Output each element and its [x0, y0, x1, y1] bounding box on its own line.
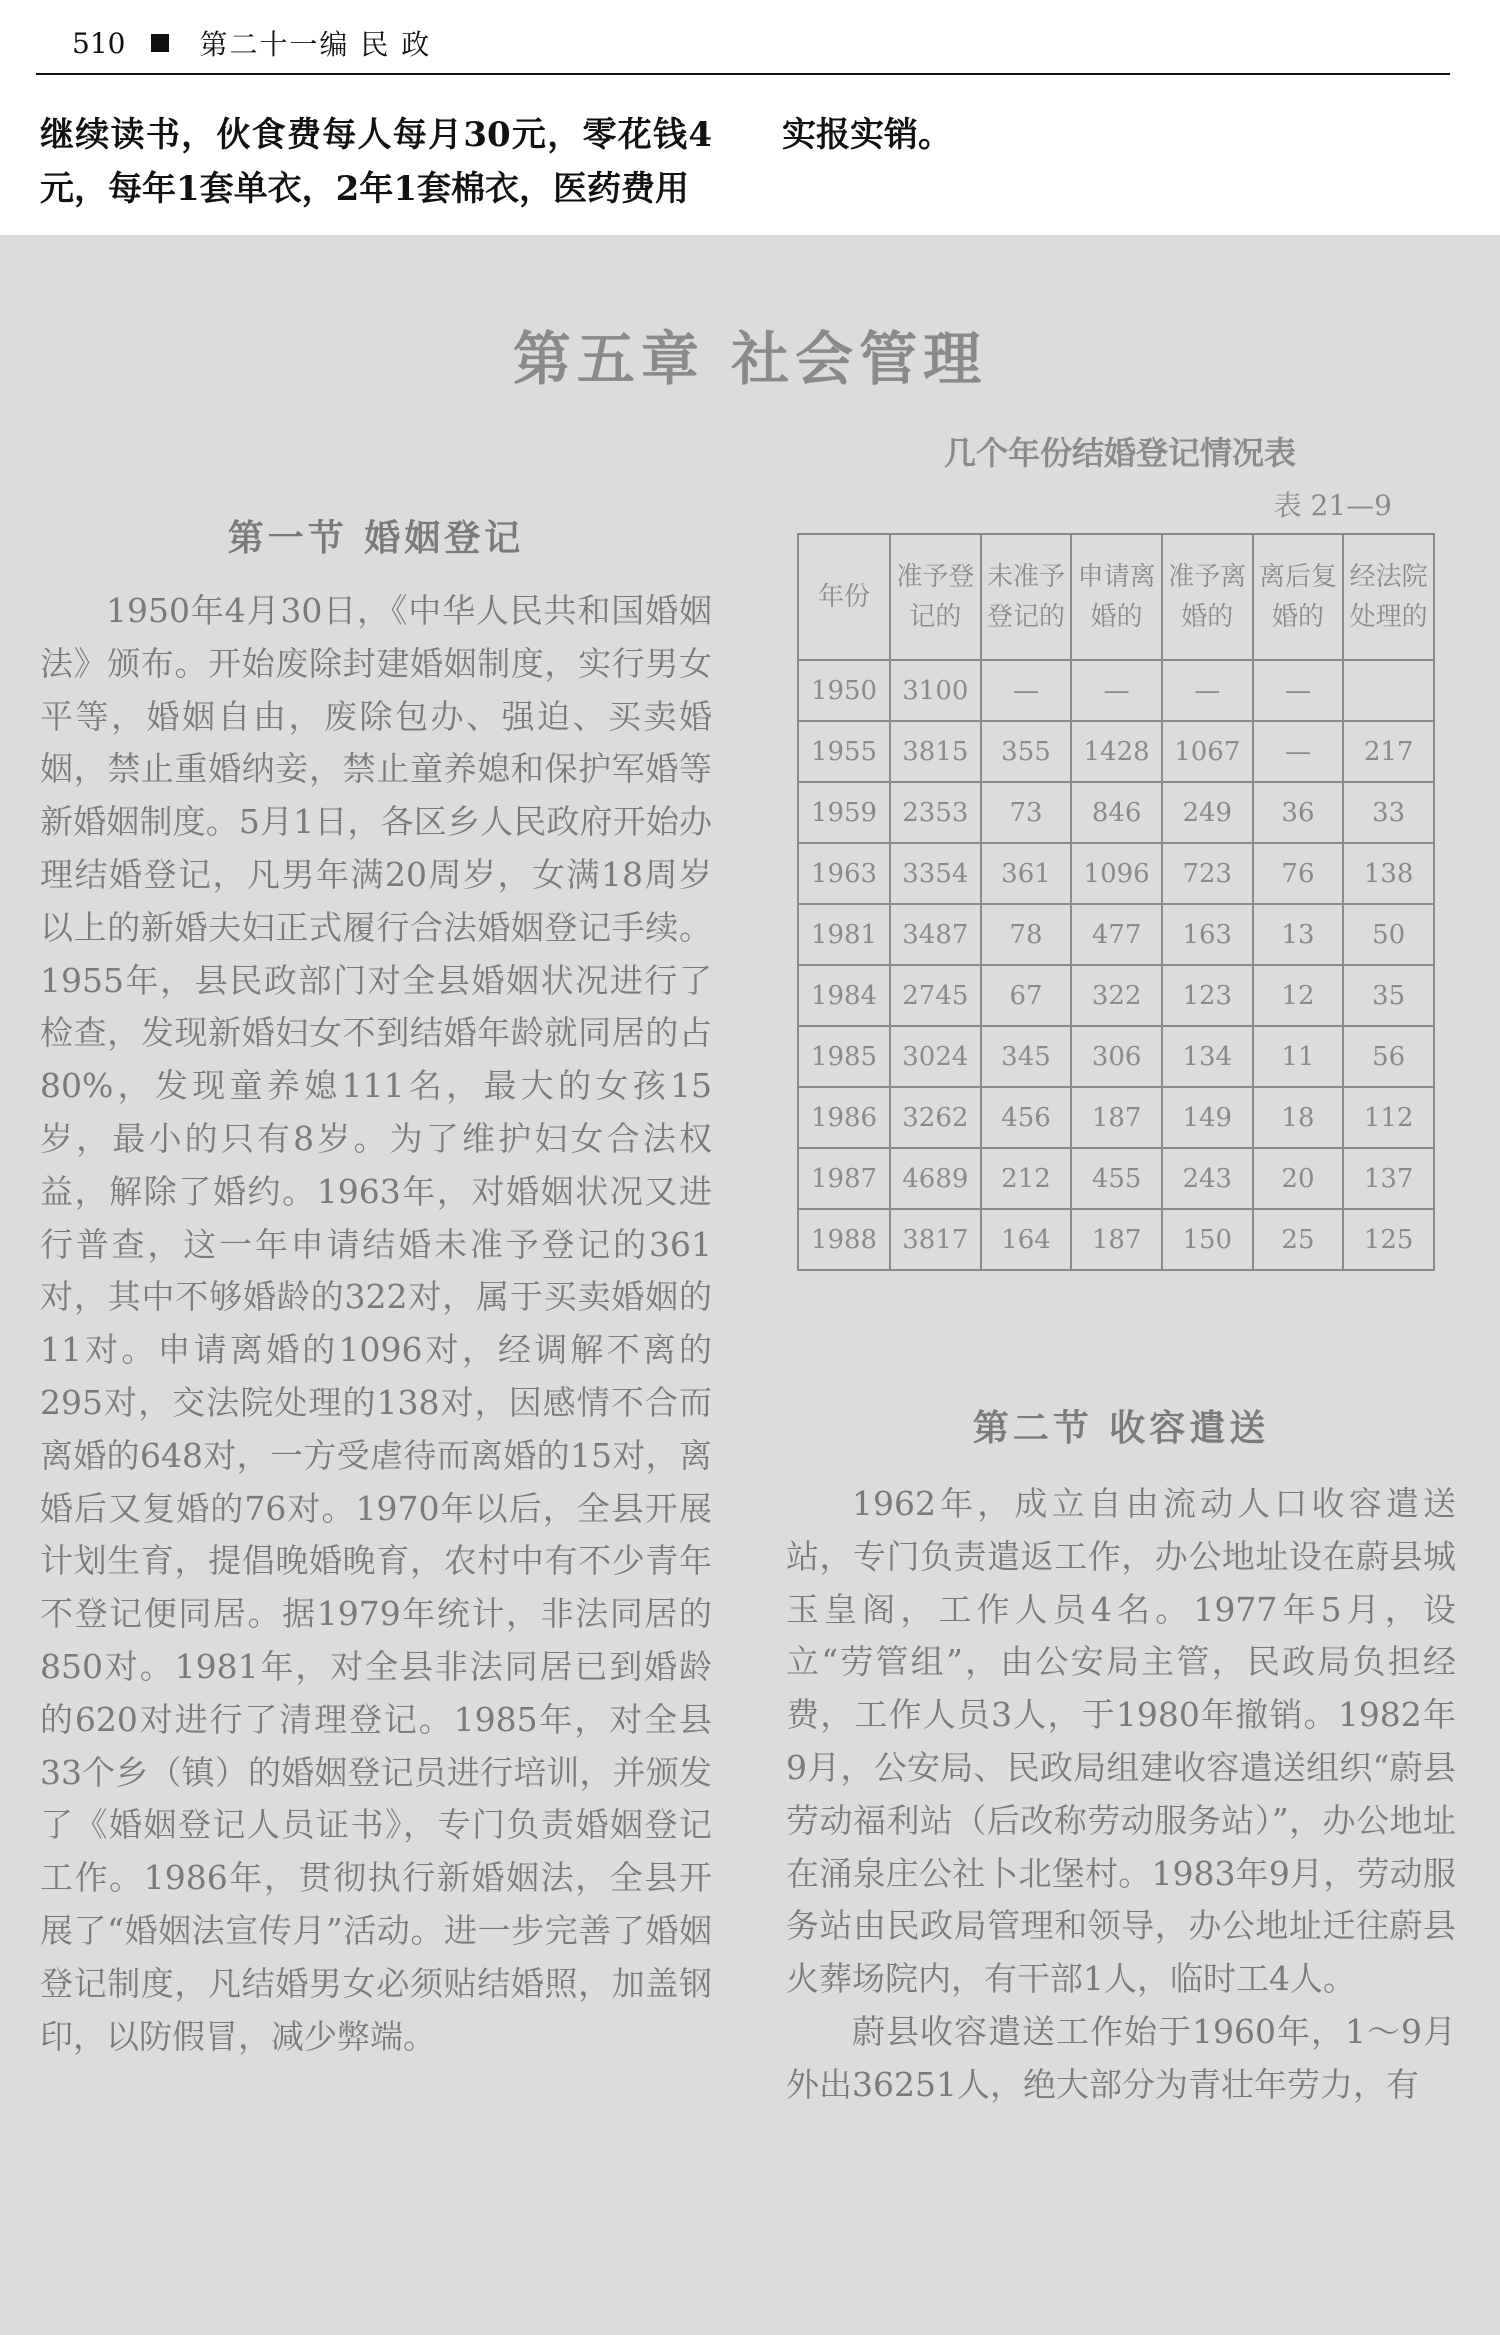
table-cell: — — [1071, 660, 1162, 721]
continuation-left: 继续读书，伙食费每人每月30元，零花钱4元，每年1套单衣，2年1套棉衣，医药费用 — [40, 115, 712, 209]
table-cell: 20 — [1253, 1148, 1344, 1209]
table-cell: 187 — [1071, 1209, 1162, 1270]
table-header-cell: 准予登记的 — [890, 534, 981, 660]
table-cell: 212 — [981, 1148, 1072, 1209]
table-header-cell: 经法院处理的 — [1343, 534, 1434, 660]
table-cell: 137 — [1343, 1148, 1434, 1209]
table-row — [798, 660, 1434, 721]
table-cell: 1959 — [798, 782, 890, 843]
table-cell: 78 — [981, 904, 1072, 965]
table-cell: 50 — [1343, 904, 1434, 965]
table-cell: 3817 — [890, 1209, 981, 1270]
table-cell: 1955 — [798, 721, 890, 782]
section1-title: 第一节 婚姻登记 — [227, 517, 525, 559]
table-row — [798, 721, 1434, 782]
table-cell: 13 — [1253, 904, 1344, 965]
square-bullet-icon — [151, 34, 169, 52]
table-cell: — — [1253, 660, 1344, 721]
header-rule — [36, 73, 1450, 75]
table-cell: 150 — [1162, 1209, 1253, 1270]
table-row — [798, 1087, 1434, 1148]
table-cell: — — [1162, 660, 1253, 721]
table-cell: 3024 — [890, 1026, 981, 1087]
table-number: 表 21—9 — [1273, 489, 1392, 522]
table-cell: 1984 — [798, 965, 890, 1026]
table-cell: 125 — [1343, 1209, 1434, 1270]
table-header-cell: 申请离婚的 — [1071, 534, 1162, 660]
running-head — [72, 20, 431, 66]
table-cell: 123 — [1162, 965, 1253, 1026]
table-header-cell: 离后复婚的 — [1253, 534, 1344, 660]
table-header-cell: 年份 — [798, 534, 890, 660]
table-cell: 1986 — [798, 1087, 890, 1148]
chapter-title: 第五章 社会管理 — [512, 325, 988, 393]
table-row — [798, 1148, 1434, 1209]
continuation-right: 实报实销。 — [782, 115, 952, 155]
table-cell: 3487 — [890, 904, 981, 965]
table-cell: 477 — [1071, 904, 1162, 965]
table-cell: 249 — [1162, 782, 1253, 843]
table-cell: 1950 — [798, 660, 890, 721]
table-cell: 455 — [1071, 1148, 1162, 1209]
table-cell: 1428 — [1071, 721, 1162, 782]
table-cell: 322 — [1071, 965, 1162, 1026]
table-cell: 217 — [1343, 721, 1434, 782]
table-cell: 355 — [981, 721, 1072, 782]
table-cell: 4689 — [890, 1148, 981, 1209]
table-cell: 3262 — [890, 1087, 981, 1148]
table-cell: 846 — [1071, 782, 1162, 843]
table-cell: 1963 — [798, 843, 890, 904]
section2-title: 第二节 收容遣送 — [972, 1407, 1270, 1449]
table-cell: 2745 — [890, 965, 981, 1026]
page-number: 510 — [72, 26, 126, 60]
table-row — [798, 843, 1434, 904]
table-row — [798, 1209, 1434, 1270]
table-cell: 3100 — [890, 660, 981, 721]
table-cell: 187 — [1071, 1087, 1162, 1148]
table-cell: 36 — [1253, 782, 1344, 843]
table-cell: 134 — [1162, 1026, 1253, 1087]
table-header-cell: 未准予登记的 — [981, 534, 1072, 660]
marriage-registration-table — [797, 533, 1435, 1271]
table-title: 几个年份结婚登记情况表 — [943, 434, 1296, 472]
table-row — [798, 965, 1434, 1026]
table-cell: 33 — [1343, 782, 1434, 843]
table-cell: 163 — [1162, 904, 1253, 965]
section1-body — [40, 585, 712, 2063]
table-cell: 164 — [981, 1209, 1072, 1270]
table-cell: 1981 — [798, 904, 890, 965]
table-cell: 149 — [1162, 1087, 1253, 1148]
table-cell: 2353 — [890, 782, 981, 843]
table-cell: 12 — [1253, 965, 1344, 1026]
table-header-row — [798, 534, 1434, 660]
table-cell: 723 — [1162, 843, 1253, 904]
table-cell: 1988 — [798, 1209, 890, 1270]
table-cell: 306 — [1071, 1026, 1162, 1087]
section2-body — [786, 1478, 1456, 2112]
table-cell: 11 — [1253, 1026, 1344, 1087]
section-label: 第二十一编 民 政 — [199, 28, 432, 61]
table-cell: 361 — [981, 843, 1072, 904]
table-cell: 76 — [1253, 843, 1344, 904]
table-row — [798, 1026, 1434, 1087]
table-cell: 67 — [981, 965, 1072, 1026]
table-cell — [1343, 660, 1434, 721]
section2-paragraph: 蔚县收容遣送工作始于1960年，1～9月外出36251人，绝大部分为青壮年劳力，有 — [786, 2011, 1456, 2104]
table-cell: — — [981, 660, 1072, 721]
table-row — [798, 904, 1434, 965]
table-cell: 3354 — [890, 843, 981, 904]
table-cell: — — [1253, 721, 1344, 782]
table-row — [798, 782, 1434, 843]
table-header-cell: 准予离婚的 — [1162, 534, 1253, 660]
table-cell: 345 — [981, 1026, 1072, 1087]
table-cell: 243 — [1162, 1148, 1253, 1209]
section1-paragraph: 1950年4月30日，《中华人民共和国婚姻法》颁布。开始废除封建婚姻制度，实行男女平等，婚姻自由，废除包办、强迫、买卖婚姻，禁止重婚纳妾，禁止童养媳和保护军婚等新婚姻制度。5月1日，各区乡人民政府开始办理结婚登记，凡男年满20周岁，女满18周岁以上的新婚夫妇正式履行合法婚姻登记手续。1955年，县民政部门对全县婚姻状况进行了检查，发现新婚妇女不到结婚年龄就同居的占80%，发现童养媳111名，最大的女孩15岁，最小的只有8岁。为了维护妇女合法权益，解除了婚约。1963年，对婚姻状况又进行普查，这一年申请结婚未准予登记的361对，其中不够婚龄的322对，属于买卖婚姻的11对。申请离婚的1096对，经调解不离的295对，交法院处理的138对，因感情不合而离婚的648对，一方受虐待而离婚的15对，离婚后又复婚的76对。1970年以后，全县开展计划生育，提倡晚婚晚育，农村中有不少青年不登记便同居。据1979年统计，非法同居的850对。1981年，对全县非法同居已到婚龄的620对进行了清理登记。1985年，对全县33个乡（镇）的婚姻登记员进行培训，并颁发了《婚姻登记人员证书》，专门负责婚姻登记工作。1986年，贯彻执行新婚姻法，全县开展了“婚姻法宣传月”活动。进一步完善了婚姻登记制度，凡结婚男女必须贴结婚照，加盖钢印，以防假冒，减少弊端。 — [40, 591, 712, 2056]
table-cell: 456 — [981, 1087, 1072, 1148]
section2-paragraph: 1962年，成立自由流动人口收容遣送站，专门负责遣返工作，办公地址设在蔚县城玉皇阁，工作人员4名。1977年5月，设立“劳管组”，由公安局主管，民政局负担经费，工作人员3人，于1980年撤销。1982年9月，公安局、民政局组建收容遣送组织“蔚县劳动福利站（后改称劳动服务站）”，办公地址在涌泉庄公社卜北堡村。1983年9月，劳动服务站由民政局管理和领导，办公地址迁往蔚县火葬场院内，有干部1人，临时工4人。 — [786, 1484, 1456, 1999]
table-cell: 1987 — [798, 1148, 890, 1209]
table-cell: 1985 — [798, 1026, 890, 1087]
table-cell: 56 — [1343, 1026, 1434, 1087]
table-cell: 73 — [981, 782, 1072, 843]
table-cell: 35 — [1343, 965, 1434, 1026]
table-cell: 112 — [1343, 1087, 1434, 1148]
table-cell: 1067 — [1162, 721, 1253, 782]
table-cell: 25 — [1253, 1209, 1344, 1270]
table-cell: 18 — [1253, 1087, 1344, 1148]
table-cell: 1096 — [1071, 843, 1162, 904]
table-cell: 3815 — [890, 721, 981, 782]
table-cell: 138 — [1343, 843, 1434, 904]
